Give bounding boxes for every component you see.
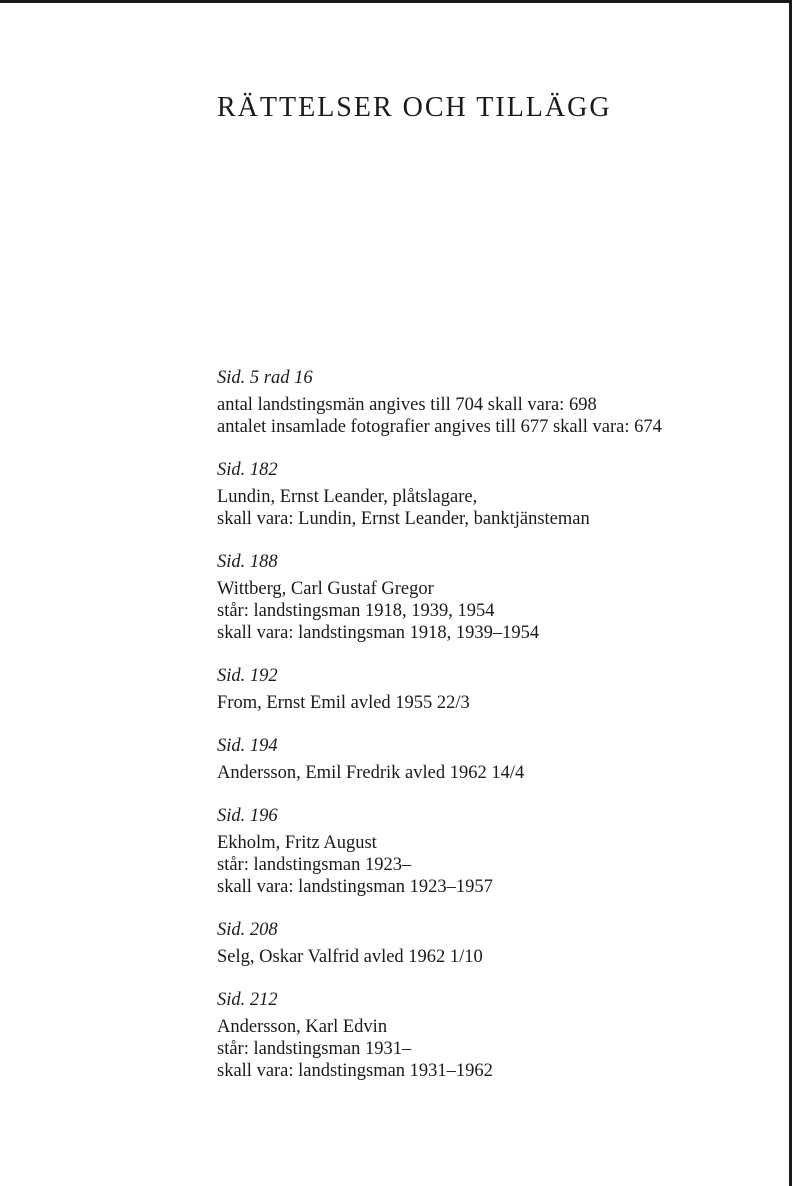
page-reference: Sid. 212 (217, 990, 278, 1010)
correction-line: skall vara: landstingsman 1923–1957 (217, 877, 493, 897)
page-title: RÄTTELSER OCH TILLÄGG (217, 92, 612, 123)
corrections-list (217, 366, 777, 1102)
correction-entry (217, 918, 777, 968)
correction-line: Andersson, Emil Fredrik avled 1962 14/4 (217, 763, 525, 783)
correction-line: står: landstingsman 1931– (217, 1039, 412, 1059)
correction-line: Selg, Oskar Valfrid avled 1962 1/10 (217, 947, 483, 967)
correction-line: antalet insamlade fotografier angives till 677 skall vara: 674 (217, 417, 662, 437)
correction-entry (217, 988, 777, 1082)
correction-line: skall vara: landstingsman 1918, 1939–1954 (217, 623, 540, 643)
correction-line: står: landstingsman 1918, 1939, 1954 (217, 601, 495, 621)
correction-entry (217, 734, 777, 784)
correction-line: antal landstingsmän angives till 704 skall vara: 698 (217, 395, 597, 415)
page-reference: Sid. 188 (217, 552, 278, 572)
page-reference: Sid. 182 (217, 460, 278, 480)
correction-line: Andersson, Karl Edvin (217, 1017, 388, 1037)
correction-entry (217, 550, 777, 644)
correction-line: skall vara: landstingsman 1931–1962 (217, 1061, 493, 1081)
correction-entry (217, 664, 777, 714)
correction-line: Lundin, Ernst Leander, plåtslagare, (217, 487, 478, 507)
correction-entry (217, 366, 777, 438)
correction-line: skall vara: Lundin, Ernst Leander, banktjänsteman (217, 509, 590, 529)
page-reference: Sid. 196 (217, 806, 278, 826)
correction-entry (217, 804, 777, 898)
correction-line: From, Ernst Emil avled 1955 22/3 (217, 693, 470, 713)
page-reference: Sid. 194 (217, 736, 278, 756)
top-border (0, 0, 792, 3)
correction-line: Ekholm, Fritz August (217, 833, 377, 853)
page-reference: Sid. 5 rad 16 (217, 368, 313, 388)
page-reference: Sid. 192 (217, 666, 278, 686)
correction-line: Wittberg, Carl Gustaf Gregor (217, 579, 434, 599)
page-reference: Sid. 208 (217, 920, 278, 940)
correction-entry (217, 458, 777, 530)
correction-line: står: landstingsman 1923– (217, 855, 412, 875)
